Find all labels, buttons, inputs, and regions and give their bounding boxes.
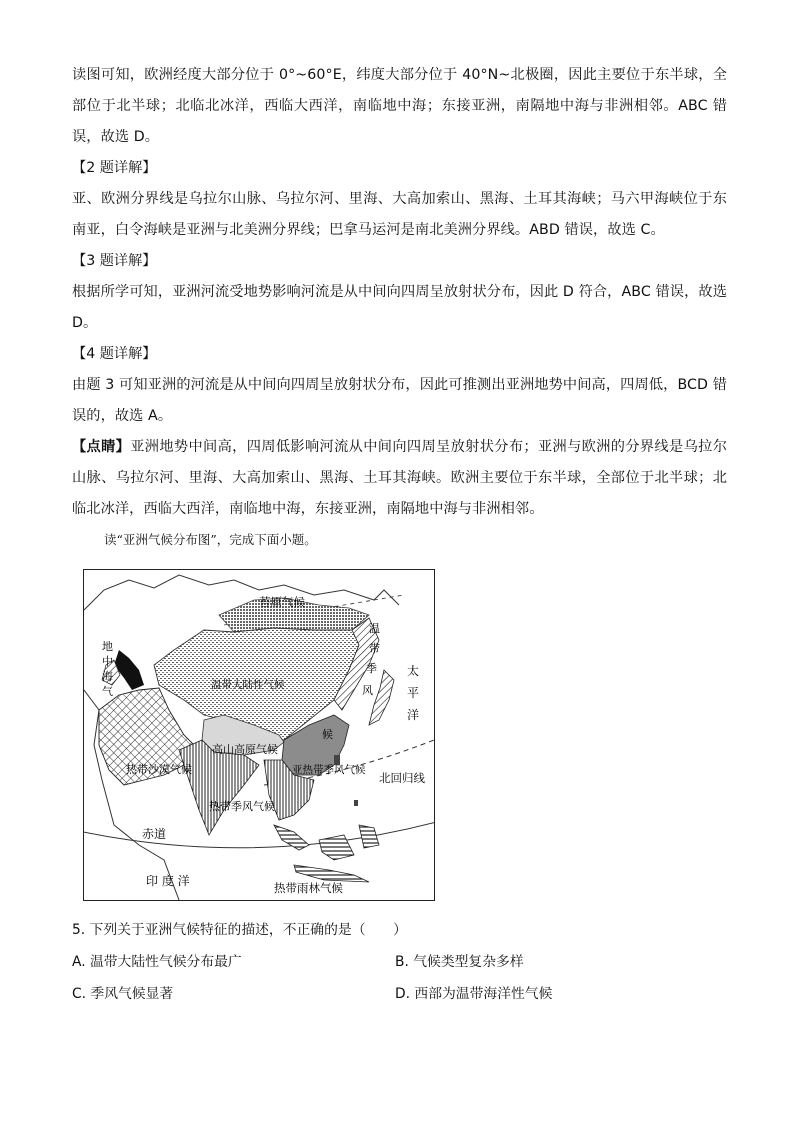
label-equator: 赤道 (142, 827, 167, 841)
map-caption: 读“亚洲气候分布图”，完成下面小题。 (104, 532, 317, 547)
rainforest-borneo (319, 835, 354, 860)
japan-islands (369, 670, 394, 725)
heading-q4: 【4 题详解】 (72, 346, 157, 362)
mediterranean-region (114, 650, 144, 690)
rainforest-java (294, 865, 369, 882)
rainforest-philippines (359, 825, 379, 848)
label-tropic-of-cancer: 北回归线 (379, 771, 425, 785)
option-a: A. 温带大陆性气候分布最广 (72, 954, 242, 970)
question-5-stem: 5. 下列关于亚洲气候特征的描述，不正确的是（ ） (72, 922, 407, 938)
label-subtropical: 亚热带季风气候 (292, 764, 366, 776)
label-mediterranean-1: 地 (102, 640, 113, 653)
option-b: B. 气候类型复杂多样 (395, 954, 524, 970)
label-temperate-monsoon-4: 风 (362, 684, 373, 697)
option-c: C. 季风气候显著 (72, 986, 174, 1002)
island-small (354, 800, 358, 806)
tip-text: 亚洲地势中间高，四周低影响河流从中间向四周呈放射状分布；亚洲与欧洲的分界线是乌拉尔山脉、乌拉尔河、里海、大高加索山、黑海、土耳其海峡。欧洲主要位于东半球，全部位于北半球；北临北冰洋，西临大西洋，南临地中海，东接亚洲，南隔地中海与非洲相邻。 (72, 439, 727, 517)
label-continental: 温带大陆性气候 (211, 679, 285, 691)
map-svg (84, 570, 434, 900)
tip-label: 【点睛】 (72, 439, 131, 455)
northern-coast (84, 575, 399, 610)
label-desert: 热带沙漠气候 (126, 763, 192, 776)
label-temperate-monsoon-3: 季 (366, 662, 377, 675)
heading-q3: 【3 题详解】 (72, 253, 157, 269)
option-d: D. 西部为温带海洋性气候 (395, 986, 553, 1002)
label-pacific-2: 平 (407, 686, 420, 700)
label-rainforest: 热带雨林气候 (274, 881, 343, 895)
tip-paragraph (72, 432, 727, 525)
label-pacific-3: 洋 (407, 708, 420, 722)
asia-climate-map (83, 569, 435, 901)
label-temperate-monsoon-2: 带 (369, 642, 380, 655)
label-pacific-1: 太 (407, 664, 420, 678)
paragraph-4: 由题 3 可知亚洲的河流是从中间向四周呈放射状分布，因此可推测出亚洲地势中间高，四周低，BCD 错误的，故选 A。 (72, 377, 727, 424)
paragraph-3: 根据所学可知，亚洲河流受地势影响河流是从中间向四周呈放射状分布，因此 D 符合，ABC 错误，故选 D。 (72, 284, 727, 331)
label-highland: 高山高原气候 (212, 743, 278, 756)
label-tundra: 苔原气候 (259, 595, 305, 609)
document-body (72, 60, 727, 550)
label-mediterranean-3: 海 (102, 670, 113, 683)
label-mediterranean-4: 气 (102, 685, 113, 698)
paragraph-2: 亚、欧洲分界线是乌拉尔山脉、乌拉尔河、里海、大高加索山、黑海、土耳其海峡；马六甲海峡位于东南亚，白令海峡是亚洲与北美洲分界线；巴拿马运河是南北美洲分界线。ABD 错误，故选 C。 (72, 191, 727, 238)
label-temperate-monsoon-1: 温 (369, 622, 380, 635)
label-mediterranean-2: 中 (102, 655, 113, 668)
label-temperate-monsoon-5: 候 (322, 728, 333, 741)
heading-q2: 【2 题详解】 (72, 160, 157, 176)
label-indian-ocean: 印 度 洋 (146, 874, 190, 888)
paragraph-1: 读图可知，欧洲经度大部分位于 0°~60°E，纬度大部分位于 40°N~北极圈，因此主要位于东半球，全部位于北半球；北临北冰洋，西临大西洋，南临地中海；东接亚洲，南隔地中海与非洲相邻。ABC 错误，故选 D。 (72, 67, 727, 145)
label-tropical-monsoon: 热带季风气候 (209, 800, 275, 813)
